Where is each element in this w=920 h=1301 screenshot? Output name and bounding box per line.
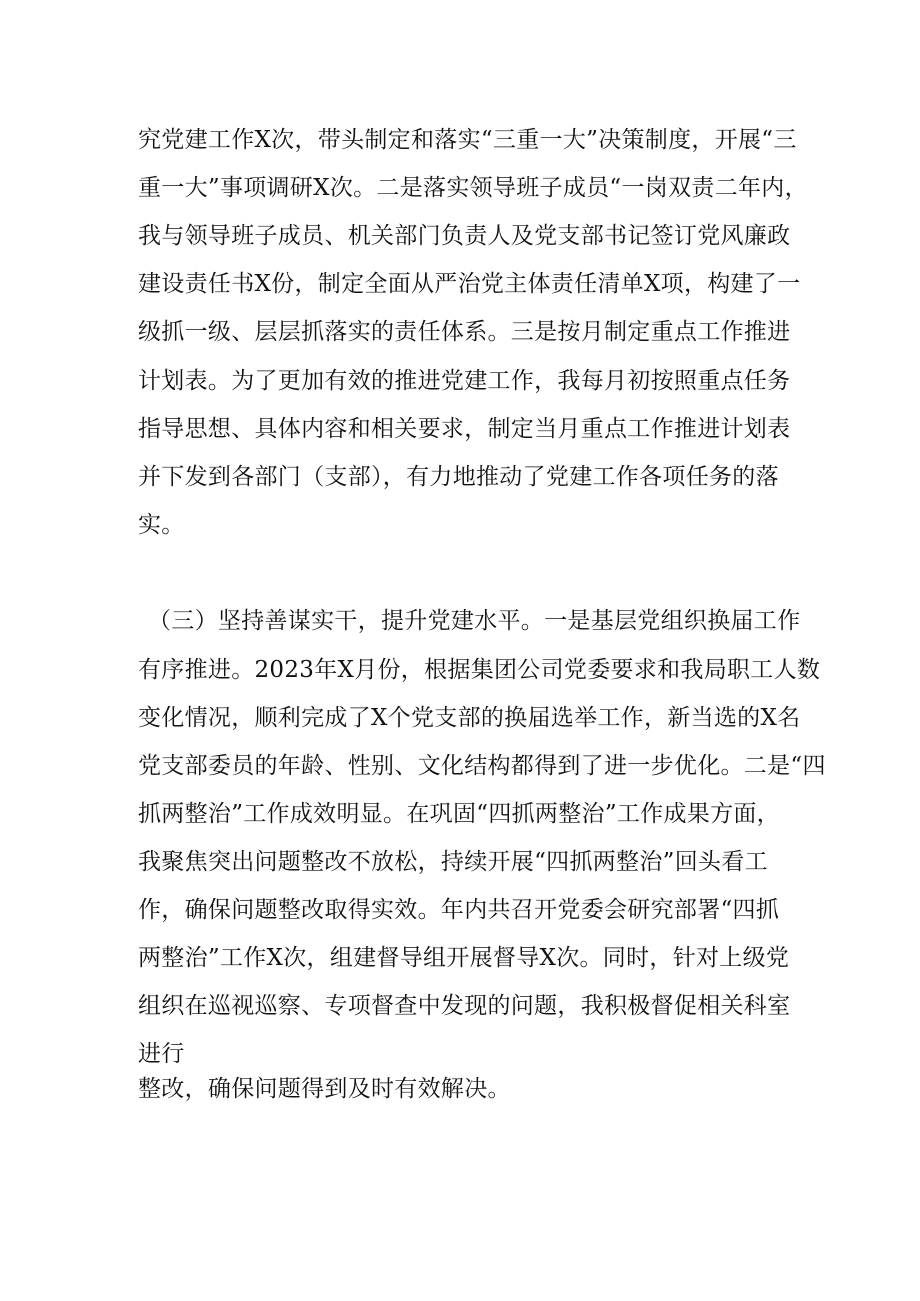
paragraph-2-line-10: 进行 — [138, 1041, 185, 1067]
paragraph-1-line-7: 指导思想、具体内容和相关要求，制定当月重点工作推进计划表 — [138, 416, 791, 442]
paragraph-1-line-4: 建设责任书X份，制定全面从严治党主体责任清单X项，构建了一 — [138, 271, 801, 297]
paragraph-2-line-5: 抓两整治”工作成效明显。在巩固“四抓两整治”工作成果方面， — [138, 801, 780, 827]
paragraph-1-line-6: 计划表。为了更加有效的推进党建工作，我每月初按照重点任务 — [138, 368, 791, 394]
paragraph-2-line-7: 作，确保问题整改取得实效。年内共召开党委会研究部署“四抓 — [138, 897, 780, 923]
paragraph-2-line-9: 组织在巡视巡察、专项督查中发现的问题，我积极督促相关科室 — [138, 993, 791, 1019]
paragraph-2-line-8: 两整治”工作X次，组建督导组开展督导X次。同时，针对上级党 — [138, 945, 790, 971]
paragraph-2-line-1: （三）坚持善谋实干，提升党建水平。一是基层党组织换届工作 — [148, 608, 801, 634]
paragraph-2-line-4: 党支部委员的年龄、性别、文化结构都得到了进一步优化。二是“四 — [138, 753, 826, 779]
paragraph-2-line-2: 有序推进。2023年X月份，根据集团公司党委要求和我局职工人数 — [138, 657, 821, 683]
paragraph-1-line-5: 级抓一级、层层抓落实的责任体系。三是按月制定重点工作推进 — [138, 319, 791, 345]
paragraph-2-line-6: 我聚焦突出问题整改不放松，持续开展“四抓两整治”回头看工 — [138, 849, 768, 875]
paragraph-2-line-11: 整改，确保问题得到及时有效解决。 — [138, 1076, 511, 1102]
paragraph-1-line-9: 实。 — [138, 512, 185, 538]
paragraph-1-line-3: 我与领导班子成员、机关部门负责人及党支部书记签订党风廉政 — [138, 223, 791, 249]
paragraph-1-line-8: 并下发到各部门（支部），有力地推动了党建工作各项任务的落 — [138, 464, 779, 490]
paragraph-1-line-1: 究党建工作X次，带头制定和落实“三重一大”决策制度，开展“三 — [138, 127, 797, 153]
paragraph-1-line-2: 重一大”事项调研X次。二是落实领导班子成员“一岗双责二年内， — [138, 175, 808, 201]
paragraph-2-line-3: 变化情况，顺利完成了X个党支部的换届选举工作，新当选的X名 — [138, 705, 801, 731]
